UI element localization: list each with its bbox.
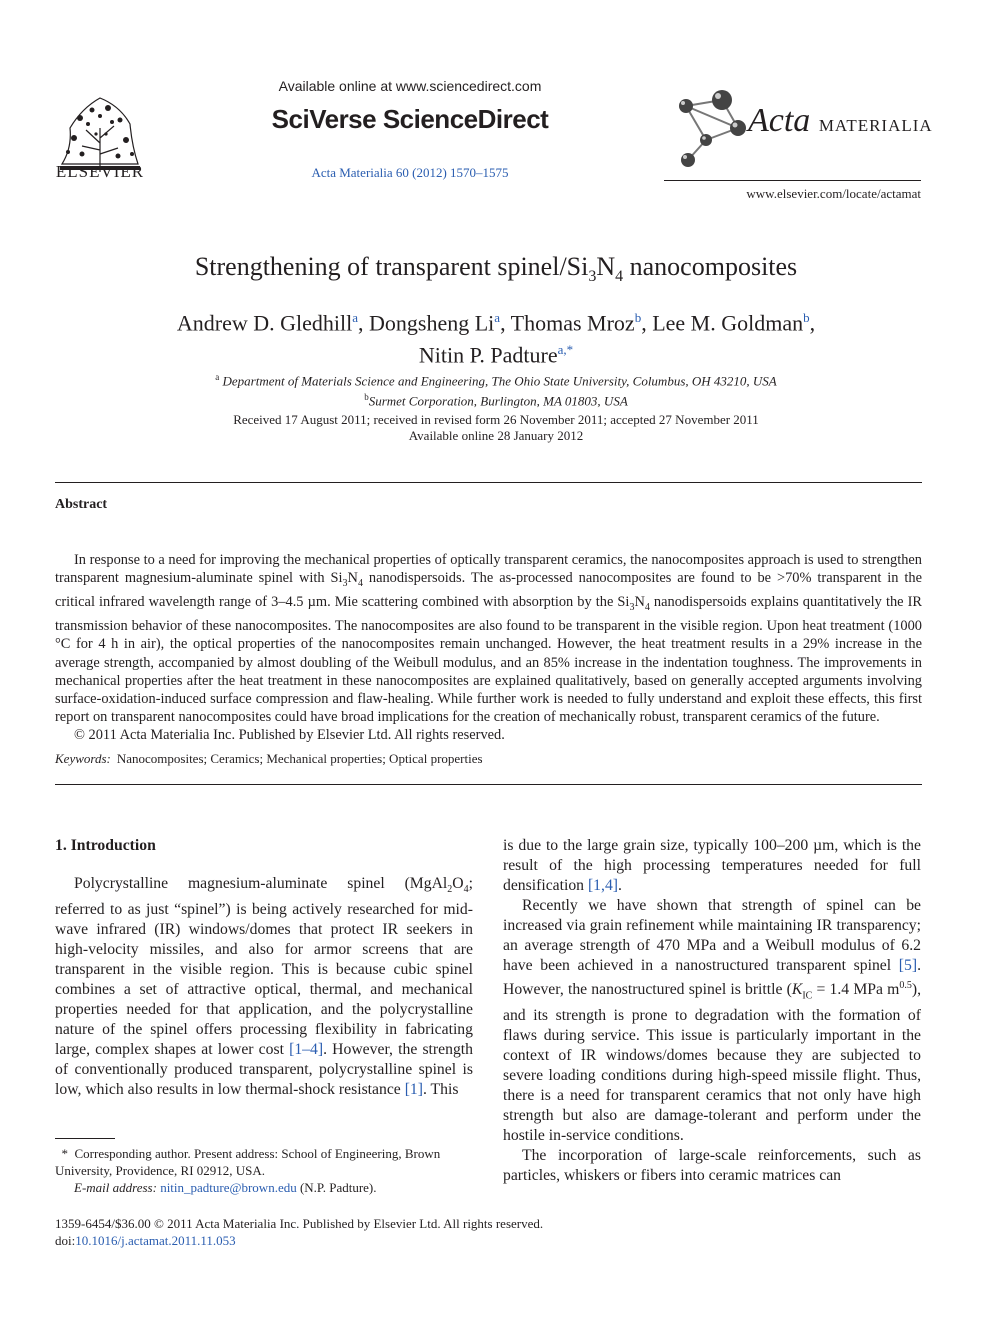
email-link[interactable]: nitin_padture@brown.edu [160,1180,297,1195]
author-name: Thomas Mroz [510,310,635,336]
author-affiliation-mark[interactable]: b [803,310,810,325]
platform-name: SciVerse ScienceDirect [271,104,549,134]
body-text: . However, the nanostructured spinel is brittle ( [503,957,921,999]
section-heading: 1. Introduction [55,837,156,854]
journal-logo-text [748,102,933,140]
footnote-text [55,1145,473,1179]
article-title [0,252,992,286]
body-paragraph [503,896,921,1146]
corresponding-author-footnote [55,1145,473,1196]
journal-logo-label: Acta MATERIALIA [748,102,933,139]
author-list [100,304,892,369]
body-column-left [55,836,473,1100]
author-name: Nitin P. Padture [418,342,558,368]
abstract-copyright: © 2011 Acta Materialia Inc. Published by Elsevier Ltd. All rights reserved. [74,727,505,744]
abstract-paragraph: In response to a need for improving the mechanical properties of optically transparent ceramics, the nanocomposites approach is used to strengthen transparent magnesium-aluminate spinel with $Si_3N_4$ nanodispersoids. The as-processed nanocomposites are found to be >70% transparent in the critical infrared wavelength range of 3–4.5 µm. Mie scattering combined with absorption by the $Si_3N_4$ nanodispersoids explains quantitatively the IR transmission behavior of these nanocomposites. The nanocomposites are also found to be transparent in the visible region. Upon heat treatment (1000 °C for 4 h in air), the optical properties of the nanocomposites remain unchanged. However, the heat treatment results in a 29% increase in the average strength, accompanied by almost doubling of the Weibull modulus, and an 85% increase in the indentation toughness. The improvements in mechanical properties after the heat treatment in these nanocomposites are explained qualitatively, based on generally accepted arguments involving surface-oxidation-induced surface compression and flaw-healing. While further work is needed to fully understand and exploit these effects, this first report on transparent nanocomposites could have broad implications for the creation of mechanically robust, transparent ceramics of the future. [55,552,922,725]
author-separator: , [358,310,370,336]
body-text: ), and its strength is prone to degradation with the formation of flaws during service. This issue is particularly important in the context of IR windows/domes because they are subjected to severe loading conditions during high-speed missile flight. Thus, there is a need for transparent ceramics that not only have high strength but also are damage-tolerant and perform under the hostile in-service conditions. [503,981,921,1145]
available-date: Available online 28 January 2012 [408,428,584,443]
author-affiliation-mark[interactable]: a,* [557,342,574,358]
affiliation-text: Surmet Corporation, Burlington, MA 01803, USA [368,393,628,409]
title-subscript-3: 3 [588,268,597,286]
keywords-label: Keywords: [55,751,111,766]
title-part-1: Strengthening of transparent spinel/Si [194,252,589,281]
citation-link[interactable]: [1,4] [587,877,619,894]
abstract-text-2: nanodispersoids. The as-processed nanocomposites are found to be >70% transparent in the critical infrared wavelength range of 3–4.5 µm. Mie scattering combined with absorption by the Si [55,570,922,611]
title-subscript-4: 4 [615,268,624,286]
email-owner: (N.P. Padture). [299,1180,377,1195]
author-affiliation-mark[interactable]: a [352,310,359,325]
footnote-rule [55,1138,115,1139]
body-paragraph: is due to the large grain size, typically 100–200 µm, which is the result of the high processing temperatures needed for full densification [1,4]. [503,837,921,894]
affiliation-b [100,389,892,409]
author-affiliation-mark[interactable]: b [634,310,642,325]
body-paragraph: The incorporation of large-scale reinforcements, such as particles, whiskers or fibers into ceramic matrices can [503,1147,921,1185]
author-affiliation-mark[interactable]: a [494,310,501,325]
body-text: Polycrystalline magnesium-aluminate spinel (MgAl [74,875,448,892]
citation-link[interactable]: [5] [898,957,918,974]
title-part-2: N [596,252,616,281]
footnote-email-line [55,1179,473,1196]
affiliation-text: Department of Materials Science and Engineering, The Ohio State University, Columbus, OH 43210, USA [222,373,777,389]
citation-link[interactable]: [1] [404,1081,423,1099]
author-separator: , [500,310,511,336]
author-separator: , [641,310,653,336]
publisher-name: ELSEVIER [55,162,145,181]
body-text: . This [423,1081,459,1099]
affiliation-mark: b [364,392,369,403]
affiliations [100,369,892,410]
abstract-body [55,551,922,744]
footnote-mark: * [61,1146,68,1161]
author-name: Andrew D. Gledhill [176,310,353,336]
affiliation-a [100,369,892,389]
author-name: Lee M. Goldman [652,310,804,336]
math-value: = 1.4 MPa m [812,981,900,999]
abstract-text-1: In response to a need for improving the mechanical properties of optically transparent ceramics, the nanocomposites approach is used to strengthen transparent magnesium-aluminate spinel with Si [55,552,922,587]
body-text: Recently we have shown that strength of spinel can be increased via grain refinement while maintaining IR transparency; an average strength of 470 MPa and a Weibull modulus of 6.2 have been achieved in a nanostructured transparent spinel [503,897,921,974]
abstract-top-rule [55,482,922,483]
math-subscript: IC [802,990,813,1002]
body-column-right [503,836,921,1186]
doi-line [55,1232,543,1249]
footnote-body: Corresponding author. Present address: School of Engineering, Brown University, Providence, RI 02912, USA. [55,1146,441,1178]
body-text: is due to the large grain size, typically 100–200 µm, which is the result of the high processing temperatures needed for full densification [503,837,921,894]
doi-link[interactable]: 10.1016/j.actamat.2011.11.053 [75,1233,236,1248]
keywords [55,751,483,767]
abstract-text-3: nanodispersoids explains quantitatively the IR transmission behavior of these nanocomposites. The nanocomposites are also found to be transparent in the visible region. Upon heat treatment (1000 °C for 4 h in air), the optical properties of the nanocomposites remain unchanged. However, the heat treatment results in a 29% increase in the average strength, accompanied by almost doubling of the Weibull modulus, and an 85% increase in the indentation toughness. The improvements in mechanical properties after the heat treatment in these nanocomposites are explained qualitatively, based on generally accepted arguments involving surface-oxidation-induced surface compression and flaw-healing. While further work is needed to fully understand and exploit these effects, this first report on transparent nanocomposites could have broad implications for the creation of mechanically robust, transparent ceramics of the future. [55,594,922,725]
abstract-heading: Abstract [55,497,108,512]
email-label: E-mail address: [74,1180,157,1195]
footer-info [55,1215,543,1249]
body-paragraph: Polycrystalline magnesium-aluminate spinel ($MgAl_2O_4$; referred to as just “spinel”) is being actively researched for mid-wave infrared (IR) windows/domes that protect IR seekers in high-velocity missiles, and also for armor screens that are transparent in the visible region. This is because cubic spinel combines a set of attractive optical, thermal, and mechanical properties needed for that application, and the polycrystalline nature of the spinel offers processing flexibility in fabricating large, complex shapes at lower cost [1–4]. However, the strength of conventionally produced transparent, polycrystalline spinel is low, which also results in low thermal-shock resistance [1]. This [55,875,473,1099]
abstract-bottom-rule [55,784,922,785]
issn-line: 1359-6454/$36.00 © 2011 Acta Materialia Inc. Published by Elsevier Ltd. All rights reserved. [55,1216,544,1231]
body-text: ; referred to as just “spinel”) is being actively researched for mid-wave infrared (IR) windows/domes that protect IR seekers in high-velocity missiles, and also for armor screens that are transparent in the visible region. This is because cubic spinel combines a set of attractive optical, thermal, and mechanical properties needed for that application, and the polycrystalline nature of the spinel offers processing flexibility in fabricating large, complex shapes at lower cost [55,875,473,1059]
doi-label: doi: [55,1233,76,1248]
journal-citation-link[interactable]: Acta Materialia 60 (2012) 1570–1575 [311,165,509,180]
received-dates: Received 17 August 2011; received in revised form 26 November 2011; accepted 27 November 2011 [233,412,759,427]
body-text: . However, the strength of conventionally produced transparent, polycrystalline spinel is low, which also results in low thermal-shock resistance [55,1041,473,1099]
available-online-text: Available online at www.sciencedirect.com [278,78,542,94]
math-symbol: K [791,981,803,999]
author-name: Dongsheng Li [369,310,495,336]
author-separator: , [809,310,816,336]
journal-url[interactable]: www.elsevier.com/locate/actamat [746,186,921,201]
citation-link[interactable]: [1–4] [289,1041,324,1059]
affiliation-mark: a [215,372,220,382]
title-part-3: nanocomposites [623,252,798,281]
header-divider [664,180,921,181]
math-exponent: 0.5 [899,980,912,991]
keywords-text: Nanocomposites; Ceramics; Mechanical properties; Optical properties [116,751,483,766]
article-history [100,412,892,444]
